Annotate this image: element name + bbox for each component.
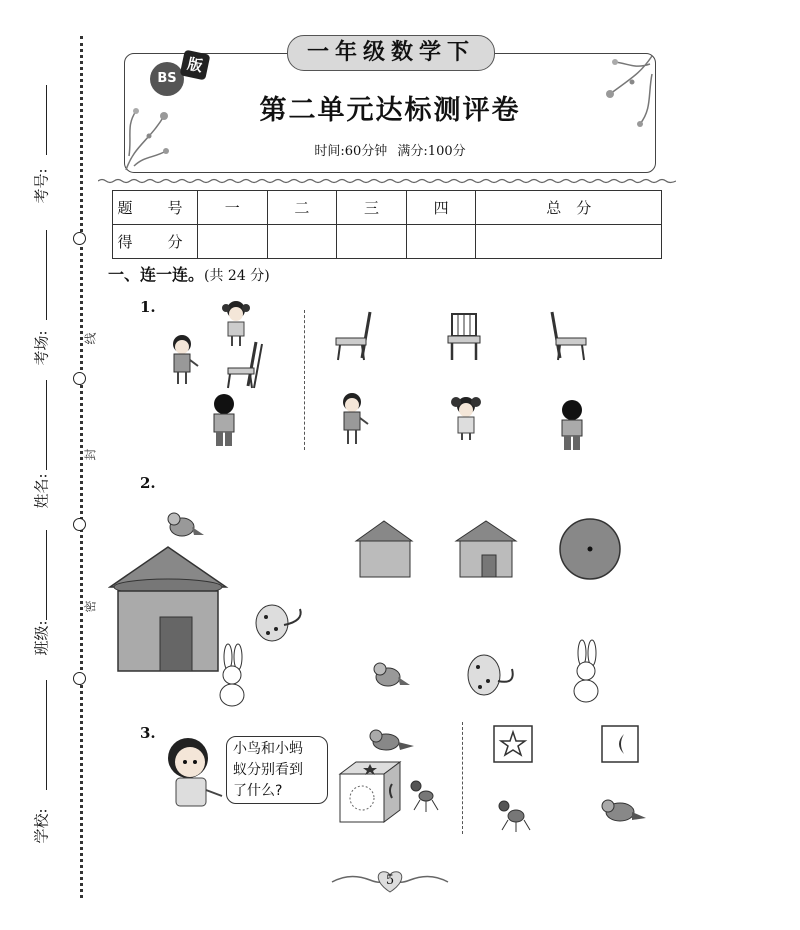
seal-char-seal: 封 (83, 448, 98, 461)
bird-icon (602, 800, 646, 821)
grade-tab: 一年级数学下 (287, 35, 495, 71)
table-header-cell: 二 (267, 191, 337, 225)
ant-icon (411, 781, 438, 812)
chair-side-right-icon (552, 312, 586, 360)
binding-dotted-line (80, 36, 83, 898)
score-cell[interactable] (267, 225, 337, 259)
girl-front-icon (173, 335, 198, 384)
table-header-cell: 一 (198, 191, 268, 225)
score-cell[interactable] (198, 225, 268, 259)
table-header-cell: 三 (337, 191, 407, 225)
house-side-view-icon (356, 521, 412, 577)
chair-front-icon (448, 314, 480, 360)
question-1-illustration (160, 298, 610, 458)
leopard-icon (468, 655, 513, 695)
section-points: (共 24 分) (204, 268, 270, 284)
girl-front-icon (343, 393, 368, 444)
star-face-icon (494, 726, 532, 762)
table-header-cell: 总 分 (476, 191, 662, 225)
dashed-divider (304, 310, 305, 450)
boy-back-icon (562, 400, 582, 450)
binding-ring (73, 518, 86, 531)
binding-ring (73, 672, 86, 685)
table-row (113, 191, 662, 225)
moon-face-icon (602, 726, 638, 762)
edition-char-badge: 版 (180, 50, 211, 81)
speech-bubble-line: 小鸟和小蚂 (233, 741, 303, 757)
table-header-cell: 题 号 (113, 191, 198, 225)
table-header-cell: 四 (406, 191, 476, 225)
house-front-view-icon (456, 521, 516, 577)
house-top-view-icon (560, 519, 620, 579)
question-number: 3. (140, 724, 156, 742)
question-number: 2. (140, 474, 156, 492)
binding-ring (73, 232, 86, 245)
score-cell[interactable] (337, 225, 407, 259)
section-title (108, 262, 270, 285)
leopard-icon (256, 605, 301, 641)
chair-icon (228, 342, 262, 388)
blank-line (46, 680, 47, 790)
question-2-illustration (108, 505, 628, 710)
boy-back-icon (214, 394, 234, 446)
bird-icon (374, 663, 410, 686)
question-number: 1. (140, 298, 156, 316)
girl-back-icon (222, 301, 250, 346)
chair-side-left-icon (336, 312, 370, 360)
page-title: 第二单元达标测评卷 (259, 95, 521, 126)
school-label: 学校: (32, 808, 51, 844)
exam-room-label: 考场: (32, 330, 51, 366)
ant-icon (499, 801, 530, 832)
bird-icon (370, 730, 414, 750)
question-3-scene (334, 726, 454, 826)
table-row-label: 得 分 (113, 225, 198, 259)
round-hut-icon (110, 547, 226, 671)
page-number: 5 (385, 873, 395, 888)
exam-info: 时间:60分钟 满分:100分 (314, 144, 466, 159)
score-cell[interactable] (406, 225, 476, 259)
seal-char-secret: 密 (83, 600, 98, 613)
exam-number-label: 考号: (32, 168, 51, 204)
class-label: 班级: (32, 620, 51, 656)
binding-ring (73, 372, 86, 385)
blank-line (46, 380, 47, 470)
question-3-answers (490, 722, 650, 837)
blank-line (46, 85, 47, 155)
wavy-divider (98, 178, 676, 184)
girl-pigtails-icon (451, 397, 481, 440)
blank-line (46, 530, 47, 620)
girl-pointing-icon (154, 732, 228, 814)
edition-badge: BS (150, 62, 184, 96)
speech-bubble-line: 了什么? (233, 783, 283, 799)
rabbit-icon (220, 644, 244, 706)
score-table (112, 190, 662, 259)
name-label: 姓名: (32, 473, 51, 509)
bird-icon (168, 513, 204, 536)
speech-bubble (226, 736, 328, 804)
rabbit-icon (574, 640, 598, 702)
speech-bubble-line: 蚁分别看到 (233, 762, 303, 778)
blank-line (46, 230, 47, 320)
seal-char-line: 线 (83, 332, 98, 345)
score-cell[interactable] (476, 225, 662, 259)
section-heading: 一、连一连。 (108, 265, 205, 284)
cube-icon (340, 762, 400, 822)
table-row (113, 225, 662, 259)
dashed-divider (462, 722, 463, 834)
